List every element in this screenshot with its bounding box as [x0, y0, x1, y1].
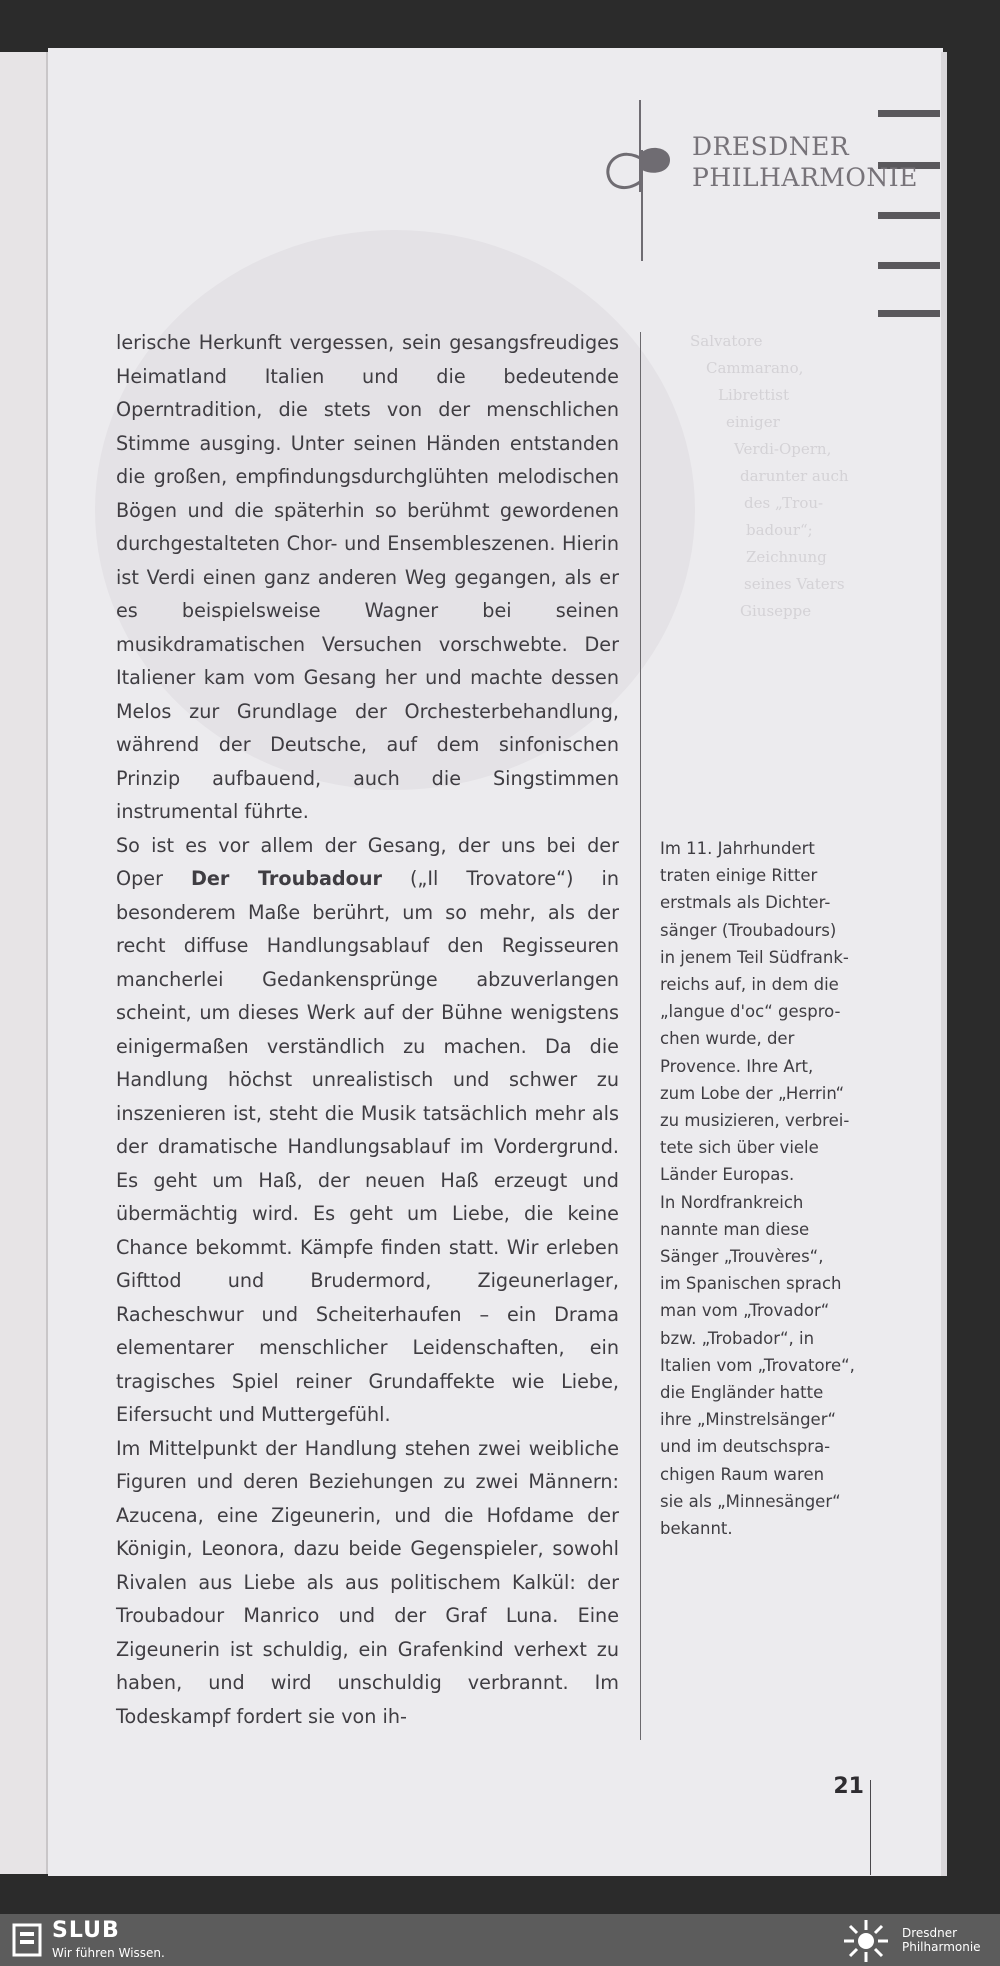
- sidebar-line: ihre „Minstrelsänger“: [660, 1410, 837, 1430]
- dp-line2: Philharmonie: [902, 1940, 981, 1954]
- opera-title: Der Troubadour: [190, 867, 382, 890]
- main-text-column: [116, 326, 619, 1733]
- sidebar-line: in jenem Teil Südfrank-: [660, 947, 849, 967]
- dresdner-philharmonie-name[interactable]: [902, 1926, 981, 1954]
- dresdner-philharmonie-logo-icon: [600, 96, 690, 266]
- sidebar-line: man vom „Trovador“: [660, 1301, 830, 1321]
- sidebar-line: erstmals als Dichter-: [660, 893, 831, 913]
- caption-line: Verdi-Opern,: [734, 440, 832, 458]
- caption-line: seines Vaters: [744, 575, 845, 593]
- sidebar-line: sie als „Minnesänger“: [660, 1491, 841, 1511]
- sidebar-line: bzw. „Trobador“, in: [660, 1328, 815, 1348]
- logo-wordmark: [692, 131, 918, 193]
- viewer-footer: [0, 1914, 1000, 1966]
- sidebar-line: In Nordfrankreich: [660, 1192, 804, 1212]
- sidebar-line: die Engländer hatte: [660, 1383, 824, 1403]
- paragraph: [116, 829, 619, 1432]
- page-number-rule: [870, 1780, 871, 1875]
- faded-image-caption: [690, 328, 890, 625]
- dresdner-philharmonie-sunburst-icon: [840, 1918, 892, 1964]
- sidebar-line: traten einige Ritter: [660, 866, 818, 886]
- caption-line: Salvatore: [690, 332, 763, 350]
- page-number: 21: [833, 1774, 864, 1799]
- caption-line: des „Trou-: [744, 494, 824, 512]
- sidebar-line: nannte man diese: [660, 1219, 810, 1239]
- sidebar-line: Provence. Ihre Art,: [660, 1056, 814, 1076]
- previous-page-edge: [0, 52, 48, 1874]
- dp-line1: Dresdner: [902, 1926, 958, 1940]
- slub-tagline: Wir führen Wissen.: [52, 1946, 165, 1960]
- caption-line: Cammarano,: [706, 359, 804, 377]
- column-divider: [640, 332, 641, 1740]
- sidebar-note: [660, 835, 910, 1542]
- sidebar-line: Sänger „Trouvères“,: [660, 1247, 824, 1267]
- caption-line: Giuseppe: [740, 602, 812, 620]
- caption-line: badour“;: [746, 521, 813, 539]
- paragraph-text: („Il Trovatore“) in besonderem Maße berührt, um so mehr, als der recht diffuse Handlungsablauf den Regisseuren mancherlei Gedankensprünge abzuverlangen scheint, um dieses Werk auf der Bühne wenigstens einigermaßen verständlich zu machen. Da die Handlung höchst unrealistisch und schwer zu inszenieren ist, steht die Musik tatsächlich mehr als der dramatische Handlungsablauf im Vordergrund. Es geht um Haß, der neuen Haß erzeugt und übermächtig wird. Es geht um Liebe, die keine Chance bekommt. Kämpfe finden statt. Wir erleben Gifttod und Brudermord, Zigeunerlager, Racheschwur und Scheiterhaufen – ein Drama elementarer menschlicher Leidenschaften, ein tragisches Spiel reiner Grundaffekte wie Liebe, Eifersucht und Muttergefühl.: [116, 867, 619, 1426]
- logo-line2: PHILHARMONIE: [692, 163, 918, 192]
- logo-line1: DRESDNER: [692, 132, 850, 161]
- page-right-edge: [941, 52, 947, 1876]
- sidebar-line: Italien vom „Trovatore“,: [660, 1355, 855, 1375]
- sidebar-line: reichs auf, in dem die: [660, 975, 839, 995]
- paragraph: lerische Herkunft vergessen, sein gesangsfreudiges Heimatland Italien und die bedeutende Operntradition, die stets von der menschlichen Stimme ausging. Unter seinen Händen entstanden die großen, empfindungsdurchglühten melodischen Bögen und die späterhin so berühmt gewordenen durchgestalteten Chor- und Ensembleszenen. Hierin ist Verdi einen ganz anderen Weg gegangen, als er es beispielsweise Wagner bei seinen musikdramatischen Versuchen vorschwebte. Der Italiener kam vom Gesang her und machte dessen Melos zur Grundlage der Orchesterbehandlung, während der Deutsche, auf dem sinfonischen Prinzip aufbauend, auch die Singstimmen instrumental führte.: [116, 331, 619, 823]
- sidebar-line: bekannt.: [660, 1519, 733, 1539]
- sidebar-line: zum Lobe der „Herrin“: [660, 1083, 845, 1103]
- slub-logo-icon: [12, 1923, 42, 1957]
- caption-line: einiger: [726, 413, 780, 431]
- sidebar-line: Länder Europas.: [660, 1165, 795, 1185]
- sidebar-line: sänger (Troubadours): [660, 920, 837, 940]
- paragraph: Im Mittelpunkt der Handlung stehen zwei weibliche Figuren und deren Beziehungen zu zwei Männern: Azucena, eine Zigeunerin, und die Hofdame der Königin, Leonora, dazu beide Gegenspieler, sowohl Rivalen aus Liebe als aus politischem Kalkül: der Troubadour Manrico und der Graf Luna. Eine Zigeunerin ist schuldig, ein Grafenkind verhext zu haben, und wird unschuldig verbrannt. Im Todeskampf fordert sie von ih-: [116, 1436, 619, 1728]
- slub-name[interactable]: SLUB: [52, 1918, 120, 1943]
- caption-line: Zeichnung: [746, 548, 827, 566]
- paragraph-text: So ist es vor allem der Gesang, der uns bei der Oper: [116, 833, 619, 890]
- sidebar-line: chen wurde, der: [660, 1029, 795, 1049]
- sidebar-line: chigen Raum waren: [660, 1464, 825, 1484]
- sidebar-line: und im deutschspra-: [660, 1437, 831, 1457]
- sidebar-line: zu musizieren, verbrei-: [660, 1111, 850, 1131]
- sidebar-line: Im 11. Jahrhundert: [660, 839, 815, 858]
- caption-line: Librettist: [718, 386, 789, 404]
- sidebar-line: „langue d'oc“ gespro-: [660, 1002, 841, 1022]
- caption-line: darunter auch: [740, 467, 849, 485]
- sidebar-line: tete sich über viele: [660, 1138, 819, 1158]
- sidebar-line: im Spanischen sprach: [660, 1274, 842, 1294]
